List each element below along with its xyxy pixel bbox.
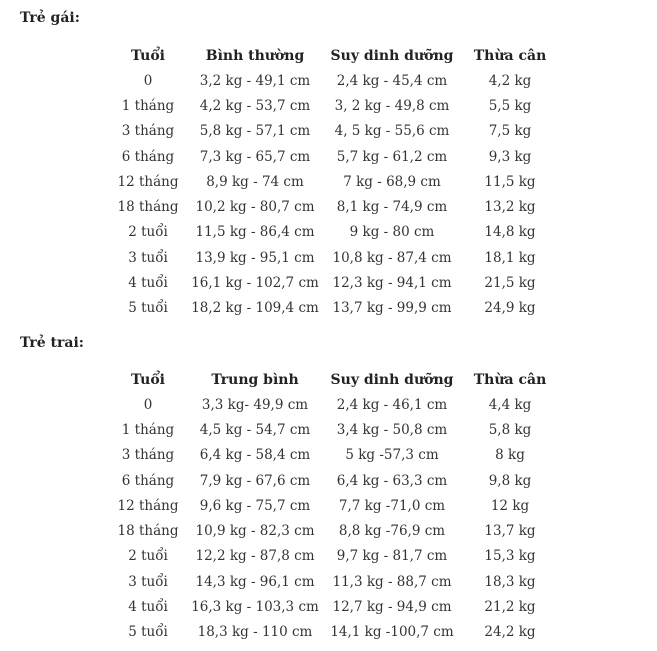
table-row (110, 296, 560, 321)
table-row (110, 68, 560, 93)
normal-cell: 7,3 kg - 65,7 cm (199, 148, 311, 165)
age-cell: 0 (143, 72, 153, 89)
table-row (110, 417, 560, 442)
malnourished-cell: 5,7 kg - 61,2 cm (336, 148, 448, 165)
table-row (110, 93, 560, 118)
overweight-header: Thừa cân (473, 47, 547, 64)
normal-header: Trung bình (211, 371, 299, 388)
boys-growth-table (110, 367, 560, 645)
normal-cell: 10,2 kg - 80,7 cm (195, 199, 315, 216)
normal-header: Bình thường (205, 47, 305, 64)
normal-cell: 16,1 kg - 102,7 cm (191, 275, 319, 292)
normal-cell: 18,3 kg - 110 cm (197, 624, 313, 641)
normal-cell: 8,9 kg - 74 cm (206, 173, 304, 190)
malnourished-cell: 10,8 kg - 87,4 cm (332, 249, 452, 266)
age-cell: 1 tháng (121, 421, 175, 438)
normal-cell: 6,4 kg - 58,4 cm (199, 447, 311, 464)
age-cell: 12 tháng (117, 173, 179, 190)
girls-growth-table (110, 43, 560, 321)
normal-cell: 3,3 kg- 49,9 cm (201, 396, 309, 413)
age-cell: 1 tháng (121, 97, 175, 114)
age-cell: 4 tuổi (128, 275, 168, 292)
malnourished-cell: 12,3 kg - 94,1 cm (332, 275, 452, 292)
malnourished-cell: 3,4 kg - 50,8 cm (336, 421, 448, 438)
normal-cell: 14,3 kg - 96,1 cm (195, 573, 315, 590)
overweight-cell: 24,9 kg (484, 300, 536, 317)
normal-cell: 18,2 kg - 109,4 cm (191, 300, 319, 317)
age-cell: 2 tuổi (128, 548, 168, 565)
malnourished-cell: 2,4 kg - 46,1 cm (336, 396, 448, 413)
malnourished-cell: 8,1 kg - 74,9 cm (336, 199, 448, 216)
age-header: Tuổi (131, 47, 165, 64)
overweight-cell: 9,3 kg (488, 148, 532, 165)
overweight-cell: 18,1 kg (484, 249, 536, 266)
malnourished-cell: 2,4 kg - 45,4 cm (336, 72, 448, 89)
overweight-cell: 15,3 kg (484, 548, 536, 565)
malnourished-cell: 11,3 kg - 88,7 cm (332, 573, 452, 590)
overweight-cell: 5,5 kg (488, 97, 532, 114)
malnourished-cell: 14,1 kg -100,7 cm (330, 624, 454, 641)
malnourished-header: Suy dinh dưỡng (330, 47, 454, 64)
normal-cell: 3,2 kg - 49,1 cm (199, 72, 311, 89)
table-row (110, 518, 560, 543)
overweight-cell: 5,8 kg (488, 421, 532, 438)
malnourished-cell: 4, 5 kg - 55,6 cm (334, 123, 450, 140)
age-cell: 2 tuổi (128, 224, 168, 241)
table-row (110, 169, 560, 194)
normal-cell: 9,6 kg - 75,7 cm (199, 497, 311, 514)
age-cell: 6 tháng (121, 472, 175, 489)
overweight-cell: 8 kg (495, 447, 525, 464)
table-row (110, 245, 560, 270)
table-row (110, 443, 560, 468)
normal-cell: 13,9 kg - 95,1 cm (195, 249, 315, 266)
age-cell: 4 tuổi (128, 599, 168, 616)
normal-cell: 12,2 kg - 87,8 cm (195, 548, 315, 565)
age-cell: 12 tháng (117, 497, 179, 514)
table-row (110, 594, 560, 619)
malnourished-cell: 8,8 kg -76,9 cm (338, 523, 446, 540)
overweight-cell: 13,2 kg (484, 199, 536, 216)
table-row (110, 569, 560, 594)
malnourished-cell: 3, 2 kg - 49,8 cm (334, 97, 450, 114)
table-row (110, 119, 560, 144)
malnourished-cell: 6,4 kg - 63,3 cm (336, 472, 448, 489)
normal-cell: 7,9 kg - 67,6 cm (199, 472, 311, 489)
age-cell: 3 tháng (121, 123, 175, 140)
table-row (110, 620, 560, 645)
overweight-cell: 21,2 kg (484, 599, 536, 616)
normal-cell: 4,5 kg - 54,7 cm (199, 421, 311, 438)
age-cell: 3 tuổi (128, 573, 168, 590)
table-row (110, 194, 560, 219)
overweight-cell: 7,5 kg (488, 123, 532, 140)
overweight-cell: 9,8 kg (488, 472, 532, 489)
malnourished-header: Suy dinh dưỡng (330, 371, 454, 388)
overweight-cell: 4,2 kg (488, 72, 532, 89)
malnourished-cell: 9 kg - 80 cm (349, 224, 435, 241)
malnourished-cell: 5 kg -57,3 cm (345, 447, 439, 464)
normal-cell: 11,5 kg - 86,4 cm (195, 224, 315, 241)
table-row (110, 144, 560, 169)
age-cell: 18 tháng (117, 199, 179, 216)
age-header: Tuổi (131, 371, 165, 388)
overweight-cell: 14,8 kg (484, 224, 536, 241)
overweight-cell: 13,7 kg (484, 523, 536, 540)
girls-section-title: Trẻ gái: (20, 10, 80, 26)
malnourished-cell: 7,7 kg -71,0 cm (338, 497, 446, 514)
overweight-header: Thừa cân (473, 371, 547, 388)
table-header-row (110, 43, 560, 68)
age-cell: 18 tháng (117, 523, 179, 540)
age-cell: 0 (143, 396, 153, 413)
normal-cell: 10,9 kg - 82,3 cm (195, 523, 315, 540)
age-cell: 3 tuổi (128, 249, 168, 266)
table-row (110, 468, 560, 493)
overweight-cell: 24,2 kg (484, 624, 536, 641)
age-cell: 5 tuổi (128, 300, 168, 317)
malnourished-cell: 13,7 kg - 99,9 cm (332, 300, 452, 317)
normal-cell: 16,3 kg - 103,3 cm (191, 599, 319, 616)
table-header-row (110, 367, 560, 392)
malnourished-cell: 7 kg - 68,9 cm (343, 173, 441, 190)
normal-cell: 5,8 kg - 57,1 cm (199, 123, 311, 140)
boys-section-title: Trẻ trai: (20, 335, 84, 351)
age-cell: 5 tuổi (128, 624, 168, 641)
age-cell: 3 tháng (121, 447, 175, 464)
table-row (110, 493, 560, 518)
overweight-cell: 12 kg (490, 497, 530, 514)
overweight-cell: 18,3 kg (484, 573, 536, 590)
overweight-cell: 4,4 kg (488, 396, 532, 413)
normal-cell: 4,2 kg - 53,7 cm (199, 97, 311, 114)
malnourished-cell: 12,7 kg - 94,9 cm (332, 599, 452, 616)
table-row (110, 220, 560, 245)
table-row (110, 544, 560, 569)
overweight-cell: 11,5 kg (484, 173, 536, 190)
age-cell: 6 tháng (121, 148, 175, 165)
table-row (110, 270, 560, 295)
overweight-cell: 21,5 kg (484, 275, 536, 292)
table-row (110, 392, 560, 417)
malnourished-cell: 9,7 kg - 81,7 cm (336, 548, 448, 565)
